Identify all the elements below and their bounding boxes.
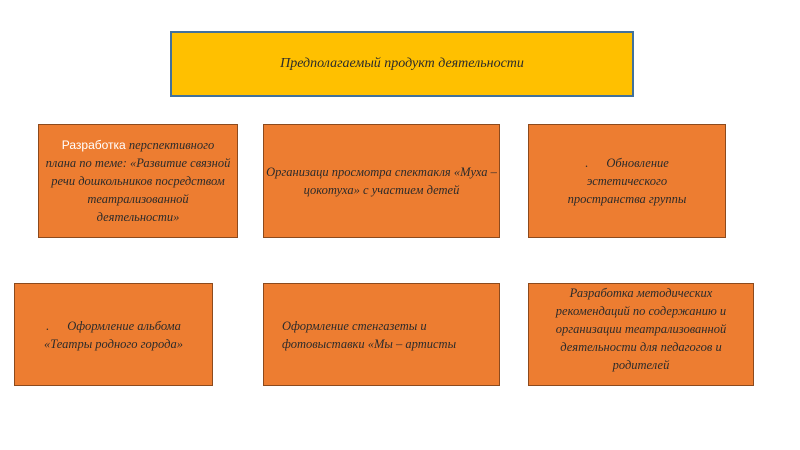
box-album — [14, 283, 213, 386]
box-album-label: Оформление альбома «Театры родного города» — [44, 318, 183, 351]
box-performance-viewing-text: Организаци просмотра спектакля «Муха –цокотуха» с участием детей — [266, 165, 497, 197]
box-album-text — [15, 317, 212, 353]
box-aesthetic-space — [528, 124, 726, 238]
box-performance-viewing — [263, 124, 500, 238]
box-aesthetic-space-text — [529, 154, 725, 208]
box-plan-development-lead: Разработка — [61, 138, 126, 152]
box-methodical-recommendations-text: Разработка методических рекомендаций по содержанию и организации театрализованной деятельности для педагогов и родителей — [555, 286, 727, 372]
box-methodical-recommendations — [528, 283, 754, 386]
bullet-marker: . — [585, 156, 589, 170]
title-box — [170, 31, 634, 97]
box-plan-development-rest: перспективного плана по теме: «Развитие связной речи дошкольников посредством театрализованной деятельности» — [45, 138, 231, 224]
box-wall-newspaper-text: Оформление стенгазеты и фотовыставки «Мы – артисты — [282, 318, 457, 351]
box-plan-development-text — [39, 136, 237, 226]
bullet-marker: . — [46, 318, 50, 333]
title-text: Предполагаемый продукт деятельности — [280, 56, 524, 71]
box-wall-newspaper — [263, 283, 500, 386]
box-aesthetic-space-label: Обновление эстетического пространства группы — [567, 156, 687, 206]
box-plan-development — [38, 124, 238, 238]
